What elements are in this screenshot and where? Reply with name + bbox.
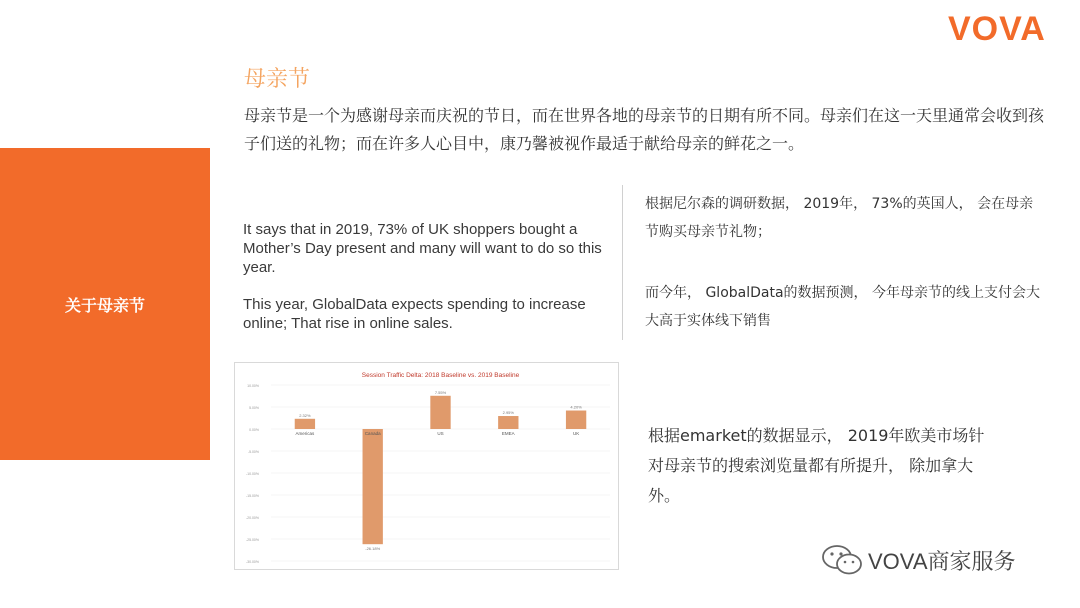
y-tick-label: -30.00%: [245, 560, 259, 564]
chart-title: Session Traffic Delta: 2018 Baseline vs. 2019 Baseline: [361, 372, 520, 379]
data-label: -26.18%: [365, 546, 381, 552]
x-tick-label: Canada: [364, 431, 381, 436]
y-tick-label: 10.00%: [247, 384, 259, 388]
x-tick-label: Americas: [295, 431, 315, 436]
data-label: 2.95%: [502, 410, 514, 416]
chinese-paragraph-2: 而今年， GlobalData的数据预测， 今年母亲节的线上支付会大大高于实体线下销售: [645, 285, 1040, 329]
y-tick-label: 0.00%: [249, 428, 259, 432]
bar: [430, 396, 450, 429]
bar: [498, 416, 518, 429]
chinese-paragraph-3: 根据emarket的数据显示， 2019年欧美市场针对母亲节的搜索浏览量都有所提升， 除加拿大外。: [648, 426, 985, 505]
section-label: 关于母亲节: [64, 295, 145, 315]
section-label-block: [0, 148, 210, 460]
bar: [566, 411, 586, 429]
page-title: 母亲节: [244, 67, 311, 92]
data-label: 4.20%: [570, 404, 582, 410]
wechat-icon: [820, 543, 864, 577]
chinese-paragraph-1: 根据尼尔森的调研数据， 2019年， 73%的英国人， 会在母亲节购买母亲节礼物；: [645, 196, 1034, 240]
bar: [295, 419, 315, 429]
divider: [622, 185, 623, 340]
data-label: 7.55%: [434, 389, 447, 395]
x-tick-label: US: [437, 431, 444, 436]
y-tick-label: 5.00%: [249, 406, 259, 410]
watermark-text: VOVA商家服务: [868, 548, 1016, 574]
vova-logo: VOVA: [948, 10, 1046, 48]
y-tick-label: -25.00%: [245, 538, 259, 542]
traffic-chart: [234, 362, 619, 570]
watermark: [820, 543, 1016, 577]
data-label: 2.32%: [299, 412, 311, 418]
x-tick-label: EMEA: [501, 431, 515, 436]
english-paragraph-1: It says that in 2019, 73% of UK shoppers bought a Mother’s Day present and many will want to do so this year.: [243, 221, 602, 276]
x-tick-label: UK: [572, 431, 580, 436]
english-paragraph-2: This year, GlobalData expects spending to increase online; That rise in online sales.: [243, 296, 586, 332]
y-tick-label: -15.00%: [245, 494, 259, 498]
bar: [363, 429, 383, 544]
intro-paragraph: 母亲节是一个为感谢母亲而庆祝的节日，而在世界各地的母亲节的日期有所不同。母亲们在这一天里通常会收到孩子们送的礼物；而在许多人心目中，康乃馨被视作最适于献给母亲的鲜花之一。: [244, 106, 1045, 153]
traffic-chart-svg: [235, 363, 618, 569]
y-tick-label: -20.00%: [245, 516, 259, 520]
y-tick-label: -10.00%: [245, 472, 259, 476]
y-tick-label: -5.00%: [247, 450, 259, 454]
